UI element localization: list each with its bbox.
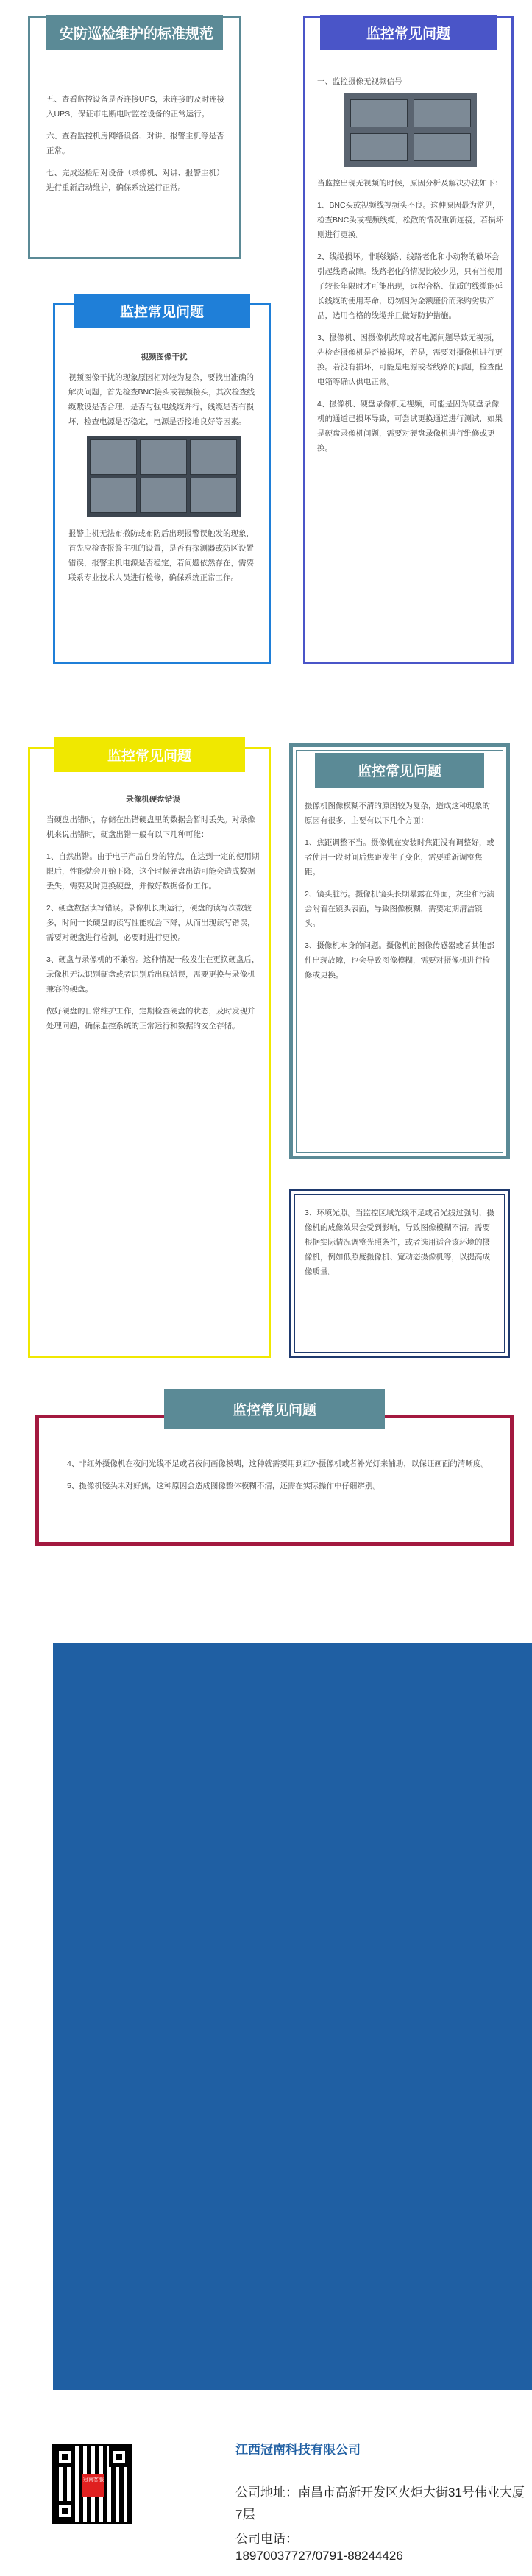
card-paragraph: 1、焦距调整不当。摄像机在安装时焦距没有调整好，或者使用一段时间后焦距发生了变化，需要重新调整焦距。 (305, 838, 494, 877)
card-paragraph: 3、硬盘与录像机的不兼容。这种情况一般发生在更换硬盘后，录像机无法识别硬盘或者识别后出现错误，需要更换与录像机兼容的硬盘。 (46, 955, 260, 994)
card-paragraph: 六、查看监控机房网络设备、对讲、报警主机等是否正常。 (46, 132, 224, 155)
company-phone-label: 公司电话： (235, 2532, 298, 2546)
monitor-screen-image (344, 93, 477, 167)
qr-badge: 冠南客服 (82, 2474, 104, 2497)
card-paragraph: 报警主机无法布撤防或布防后出现报警误触发的现象，首先应检查报警主机的设置，是否有探测器或防区设置错误，报警主机电源是否稳定，若问题依然存在，需要联系专业技术人员进行检修，确保系统正常工作。 (68, 529, 254, 582)
card-paragraph: 5、摄像机镜头未对好焦，这种原因会造成图像整体模糊不清，还需在实际操作中仔细辨别。 (67, 1482, 380, 1490)
card-paragraph: 4、摄像机、硬盘录像机无视频，可能是因为硬盘录像机的通道已损坏导致，可尝试更换通道进行测试，如果是硬盘录像机问题，需要对硬盘录像机进行维修或更换。 (317, 400, 503, 453)
card-paragraph: 一、监控摄像无视频信号 (317, 77, 402, 86)
card-paragraph: 视频图像干扰的现象原因相对较为复杂，要找出准确的解决问题，首先检查BNC接头或视频接头，其次检查线缆敷设是否合理，是否与强电线缆并行，线缆是否有损坏，检查电源是否稳定，电源是否接地良好等因素。 (68, 373, 255, 426)
navy-banner-block (53, 1643, 532, 2390)
card-paragraph: 当监控出现无视频的时候，原因分析及解决办法如下： (317, 179, 503, 188)
card-paragraph: 2、硬盘数据读写错误。录像机长期运行，硬盘的读写次数较多，时间一长硬盘的读写性能就会下降，从而出现读写错误，需要对硬盘进行检测，必要时进行更换。 (46, 904, 255, 942)
qr-code-block (52, 2444, 132, 2554)
card-title: 监控常见问题 (74, 294, 250, 328)
card-video-interference (53, 303, 271, 664)
card-paragraph: 3、摄像机本身的问题。摄像机的图像传感器或者其他部件出现故障，也会导致图像模糊，需要对摄像机进行检修或更换。 (305, 941, 494, 980)
camera-grid-image (87, 436, 241, 517)
company-name: 江西冠南科技有限公司 (235, 2443, 361, 2457)
card-title: 安防巡检维护的标准规范 (46, 15, 223, 50)
card-paragraph: 1、自然出错。由于电子产品自身的特点，在达到一定的使用期限后，性能就会开始下降，这个时候硬盘出错可能会造成数据丢失，需要及时更换硬盘，并做好数据备份工作。 (46, 852, 260, 891)
card-title: 监控常见问题 (54, 737, 245, 772)
card-hard-disk-error (28, 747, 271, 1358)
card-paragraph: 五、查看监控设备是否连接UPS，未连接的及时连接入UPS，保证市电断电时监控设备的正常运行。 (46, 95, 225, 118)
qr-code-image[interactable] (52, 2444, 132, 2524)
card-title: 监控常见问题 (164, 1389, 385, 1429)
card-paragraph: 做好硬盘的日常维护工作，定期检查硬盘的状态，及时发现并处理问题，确保监控系统的正常运行和数据的安全存储。 (46, 1007, 255, 1030)
card-paragraph: 3、环境光照。当监控区域光线不足或者光线过强时，摄像机的成像效果会受到影响，导致图像模糊不清。需要根据实际情况调整光照条件，或者选用适合该环境的摄像机，例如低照度摄像机、宽动态摄像机等，以提高成像质量。 (305, 1209, 494, 1276)
card-no-video-signal (303, 16, 514, 664)
card-title: 监控常见问题 (320, 15, 497, 50)
card-paragraph: 摄像机图像模糊不清的原因较为复杂，造成这种现象的原因有很多，主要有以下几个方面： (305, 802, 490, 825)
company-address: 公司地址：南昌市高新开发区火炬大街31号伟业大厦7层 (235, 2485, 525, 2522)
card-paragraph: 1、BNC头或视频线视频头不良。这种原因最为常见，检查BNC头或视频线缆，松散的情况重新连接，若损坏则进行更换。 (317, 201, 504, 239)
card-paragraph: 2、线缆损坏。非联线路、线路老化和小动物的破坏会引起线路故障。线路老化的情况比较少见，只有当使用了较长年限时才可能出现，远程合格、优质的线缆能延长线缆的使用寿命，切勿因为金额廉价而采购劣质产品，选用合格的线缆并且做好防护措施。 (317, 252, 503, 320)
card-paragraph: 2、镜头脏污。摄像机镜头长期暴露在外面，灰尘和污渍会附着在镜头表面，导致图像模糊，需要定期清洁镜头。 (305, 890, 494, 928)
card-title: 监控常见问题 (315, 753, 484, 788)
company-phone[interactable]: 18970037727/0791-88244426 (235, 2549, 403, 2563)
card-night-blur (35, 1403, 514, 1546)
card-paragraph: 3、摄像机、因摄像机故障或者电源问题导致无视频，先检查摄像机是否被损坏，若是，需要对摄像机进行更换。若没有损坏，可能是电源或者线路的问题，检查配电箱等确认供电正常。 (317, 333, 503, 386)
card-paragraph: 4、非红外摄像机在夜间光线不足或者夜间画像模糊，这种就需要用到红外摄像机或者补光灯来辅助，以保证画面的清晰度。 (67, 1459, 489, 1468)
card-subhead: 视频图像干扰 (141, 353, 188, 361)
card-paragraph: 当硬盘出错时，存储在出错硬盘里的数据会暂时丢失。对录像机来说出错时，硬盘出错一般有以下几种可能： (46, 815, 255, 839)
card-subhead: 录像机硬盘错误 (126, 795, 180, 804)
card-inspection-standard (28, 16, 241, 259)
card-blurry-image (289, 743, 510, 1159)
card-lighting (289, 1189, 510, 1358)
card-paragraph: 七、完成巡检后对设备（录像机、对讲、报警主机）进行重新启动维护，确保系统运行正常。 (46, 169, 224, 192)
